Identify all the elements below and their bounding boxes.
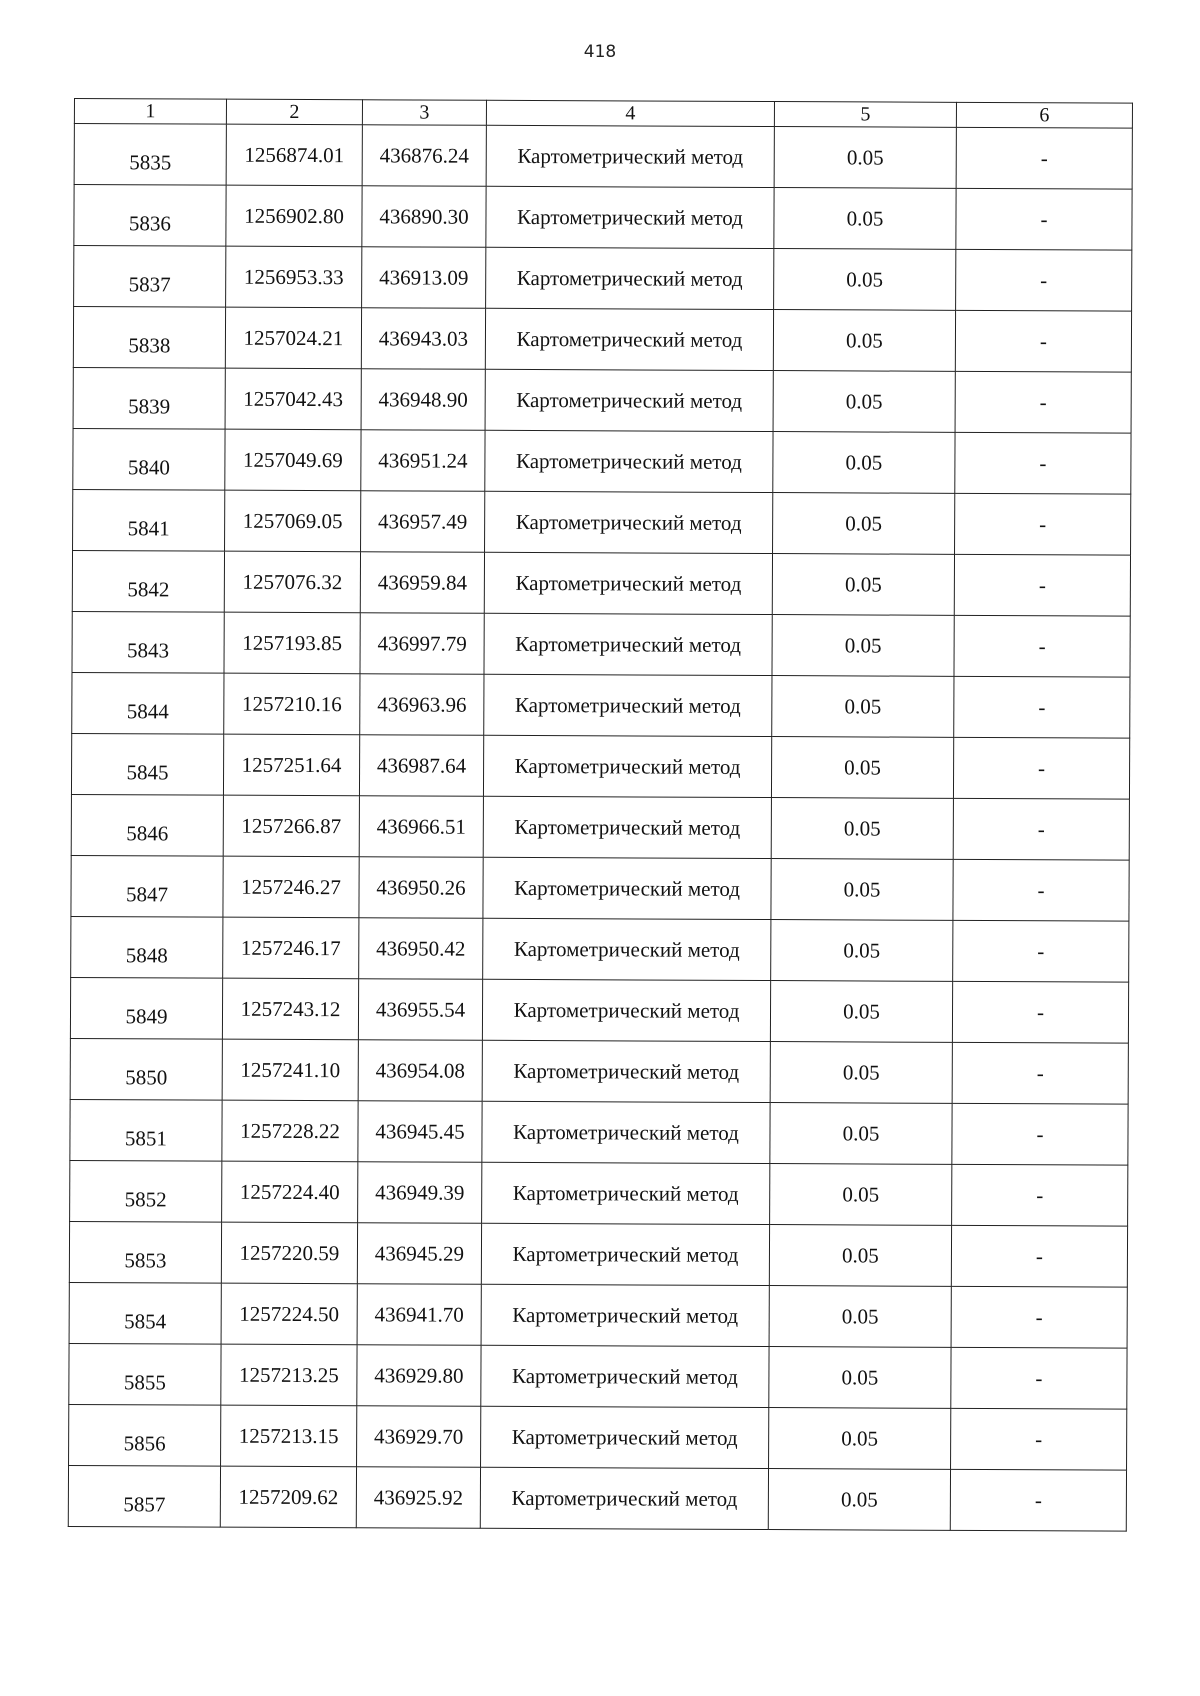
x-coordinate-cell: 1257246.17	[223, 917, 359, 979]
x-coordinate-cell: 1256874.01	[226, 124, 362, 186]
table-row	[71, 855, 1129, 921]
method-cell: Картометрический метод	[482, 1101, 770, 1163]
y-coordinate-cell: 436966.51	[359, 796, 483, 858]
table-row	[73, 428, 1131, 494]
table-row	[70, 1099, 1128, 1165]
note-cell: -	[954, 615, 1130, 677]
table-row	[72, 611, 1130, 677]
note-cell: -	[953, 920, 1129, 982]
accuracy-cell: 0.05	[772, 676, 954, 738]
y-coordinate-cell: 436929.70	[357, 1406, 481, 1468]
table-row	[74, 185, 1132, 251]
table-row	[71, 794, 1129, 860]
accuracy-cell: 0.05	[774, 249, 956, 311]
note-cell: -	[952, 1042, 1128, 1104]
table-row	[69, 1282, 1127, 1348]
method-cell: Картометрический метод	[485, 308, 773, 370]
x-coordinate-cell: 1257209.62	[220, 1466, 356, 1528]
note-cell: -	[951, 1286, 1127, 1348]
method-cell: Картометрический метод	[484, 552, 772, 614]
x-coordinate-cell: 1257243.12	[222, 978, 358, 1040]
table-row	[72, 550, 1130, 616]
accuracy-cell: 0.05	[771, 920, 953, 982]
x-coordinate-cell: 1257213.25	[221, 1344, 357, 1406]
point-number-cell: 5855	[69, 1343, 221, 1405]
method-cell: Картометрический метод	[484, 674, 772, 736]
table-row	[69, 1404, 1127, 1470]
header-cell: 4	[486, 100, 774, 126]
table-row	[71, 733, 1129, 799]
table-row	[69, 1221, 1127, 1287]
point-number-cell: 5836	[74, 185, 226, 247]
note-cell: -	[952, 1103, 1128, 1165]
accuracy-cell: 0.05	[769, 1347, 951, 1409]
table-row	[74, 124, 1132, 190]
x-coordinate-cell: 1257193.85	[224, 612, 360, 674]
accuracy-cell: 0.05	[771, 737, 953, 799]
point-number-cell: 5847	[71, 855, 223, 917]
table-row	[72, 672, 1130, 738]
note-cell: -	[956, 127, 1132, 189]
point-number-cell: 5857	[68, 1465, 220, 1527]
y-coordinate-cell: 436951.24	[361, 430, 485, 492]
method-cell: Картометрический метод	[481, 1223, 769, 1285]
point-number-cell: 5849	[70, 977, 222, 1039]
point-number-cell: 5852	[70, 1160, 222, 1222]
header-cell: 5	[774, 102, 956, 128]
y-coordinate-cell: 436950.26	[359, 857, 483, 919]
y-coordinate-cell: 436941.70	[357, 1284, 481, 1346]
accuracy-cell: 0.05	[771, 798, 953, 860]
point-number-cell: 5854	[69, 1282, 221, 1344]
method-cell: Картометрический метод	[484, 613, 772, 675]
note-cell: -	[952, 1164, 1128, 1226]
method-cell: Картометрический метод	[486, 125, 774, 187]
note-cell: -	[953, 737, 1129, 799]
method-cell: Картометрический метод	[481, 1284, 769, 1346]
method-cell: Картометрический метод	[483, 735, 771, 797]
note-cell: -	[956, 188, 1132, 250]
table-row	[74, 246, 1132, 312]
note-cell: -	[953, 798, 1129, 860]
point-number-cell: 5856	[69, 1404, 221, 1466]
method-cell: Картометрический метод	[483, 918, 771, 980]
accuracy-cell: 0.05	[769, 1408, 951, 1470]
note-cell: -	[952, 981, 1128, 1043]
y-coordinate-cell: 436948.90	[361, 369, 485, 431]
accuracy-cell: 0.05	[768, 1469, 950, 1531]
x-coordinate-cell: 1257049.69	[225, 429, 361, 491]
x-coordinate-cell: 1257224.40	[222, 1161, 358, 1223]
y-coordinate-cell: 436959.84	[360, 552, 484, 614]
method-cell: Картометрический метод	[485, 491, 773, 553]
x-coordinate-cell: 1257213.15	[221, 1405, 357, 1467]
y-coordinate-cell: 436950.42	[359, 918, 483, 980]
accuracy-cell: 0.05	[769, 1286, 951, 1348]
method-cell: Картометрический метод	[482, 1040, 770, 1102]
note-cell: -	[955, 432, 1131, 494]
y-coordinate-cell: 436954.08	[358, 1040, 482, 1102]
accuracy-cell: 0.05	[773, 432, 955, 494]
accuracy-cell: 0.05	[769, 1225, 951, 1287]
y-coordinate-cell: 436913.09	[362, 247, 486, 309]
point-number-cell: 5841	[73, 489, 225, 551]
note-cell: -	[951, 1408, 1127, 1470]
accuracy-cell: 0.05	[773, 371, 955, 433]
point-number-cell: 5846	[71, 794, 223, 856]
accuracy-cell: 0.05	[774, 127, 956, 189]
accuracy-cell: 0.05	[770, 1042, 952, 1104]
point-number-cell: 5837	[74, 246, 226, 308]
y-coordinate-cell: 436955.54	[358, 979, 482, 1041]
table-row	[70, 977, 1128, 1043]
y-coordinate-cell: 436945.45	[358, 1101, 482, 1163]
x-coordinate-cell: 1257024.21	[225, 307, 361, 369]
accuracy-cell: 0.05	[772, 554, 954, 616]
y-coordinate-cell: 436957.49	[361, 491, 485, 553]
header-cell: 6	[956, 102, 1132, 128]
point-number-cell: 5839	[73, 367, 225, 429]
y-coordinate-cell: 436890.30	[362, 186, 486, 248]
y-coordinate-cell: 436987.64	[359, 735, 483, 797]
x-coordinate-cell: 1257042.43	[225, 368, 361, 430]
x-coordinate-cell: 1256953.33	[226, 246, 362, 308]
x-coordinate-cell: 1257228.22	[222, 1100, 358, 1162]
x-coordinate-cell: 1257241.10	[222, 1039, 358, 1101]
note-cell: -	[954, 554, 1130, 616]
coordinates-table	[68, 98, 1133, 1532]
x-coordinate-cell: 1257069.05	[225, 490, 361, 552]
accuracy-cell: 0.05	[774, 188, 956, 250]
note-cell: -	[954, 676, 1130, 738]
x-coordinate-cell: 1256902.80	[226, 185, 362, 247]
table-row	[70, 1038, 1128, 1104]
accuracy-cell: 0.05	[770, 1103, 952, 1165]
y-coordinate-cell: 436945.29	[357, 1223, 481, 1285]
table-row	[68, 1465, 1126, 1531]
accuracy-cell: 0.05	[773, 310, 955, 372]
method-cell: Картометрический метод	[480, 1467, 768, 1529]
note-cell: -	[955, 493, 1131, 555]
table-row	[70, 1160, 1128, 1226]
y-coordinate-cell: 436925.92	[356, 1467, 480, 1529]
x-coordinate-cell: 1257076.32	[224, 551, 360, 613]
x-coordinate-cell: 1257220.59	[221, 1222, 357, 1284]
point-number-cell: 5853	[69, 1221, 221, 1283]
table-row	[71, 916, 1129, 982]
y-coordinate-cell: 436943.03	[361, 308, 485, 370]
method-cell: Картометрический метод	[483, 796, 771, 858]
point-number-cell: 5838	[73, 307, 225, 369]
header-cell: 1	[74, 99, 226, 125]
y-coordinate-cell: 436929.80	[357, 1345, 481, 1407]
note-cell: -	[955, 371, 1131, 433]
x-coordinate-cell: 1257210.16	[224, 673, 360, 735]
table-body	[68, 99, 1132, 1532]
point-number-cell: 5848	[71, 916, 223, 978]
method-cell: Картометрический метод	[481, 1345, 769, 1407]
y-coordinate-cell: 436949.39	[358, 1162, 482, 1224]
point-number-cell: 5842	[72, 550, 224, 612]
method-cell: Картометрический метод	[483, 857, 771, 919]
y-coordinate-cell: 436997.79	[360, 613, 484, 675]
x-coordinate-cell: 1257251.64	[223, 734, 359, 796]
note-cell: -	[951, 1347, 1127, 1409]
page-number: 418	[583, 42, 617, 62]
point-number-cell: 5850	[70, 1038, 222, 1100]
note-cell: -	[953, 859, 1129, 921]
note-cell: -	[955, 310, 1131, 372]
method-cell: Картометрический метод	[486, 186, 774, 248]
x-coordinate-cell: 1257246.27	[223, 856, 359, 918]
accuracy-cell: 0.05	[770, 1164, 952, 1226]
x-coordinate-cell: 1257224.50	[221, 1283, 357, 1345]
point-number-cell: 5840	[73, 428, 225, 490]
point-number-cell: 5844	[72, 672, 224, 734]
method-cell: Картометрический метод	[482, 979, 770, 1041]
method-cell: Картометрический метод	[485, 369, 773, 431]
note-cell: -	[951, 1225, 1127, 1287]
method-cell: Картометрический метод	[482, 1162, 770, 1224]
header-cell: 3	[362, 100, 486, 126]
point-number-cell: 5843	[72, 611, 224, 673]
x-coordinate-cell: 1257266.87	[223, 795, 359, 857]
note-cell: -	[956, 249, 1132, 311]
table-row	[69, 1343, 1127, 1409]
method-cell: Картометрический метод	[486, 247, 774, 309]
point-number-cell: 5845	[71, 733, 223, 795]
accuracy-cell: 0.05	[773, 493, 955, 555]
accuracy-cell: 0.05	[770, 981, 952, 1043]
method-cell: Картометрический метод	[481, 1406, 769, 1468]
point-number-cell: 5851	[70, 1099, 222, 1161]
y-coordinate-cell: 436876.24	[362, 125, 486, 187]
method-cell: Картометрический метод	[485, 430, 773, 492]
point-number-cell: 5835	[74, 124, 226, 186]
header-cell: 2	[226, 99, 362, 125]
note-cell: -	[950, 1469, 1126, 1531]
table-row	[73, 489, 1131, 555]
table-row	[73, 307, 1131, 373]
table-row	[73, 367, 1131, 433]
accuracy-cell: 0.05	[771, 859, 953, 921]
accuracy-cell: 0.05	[772, 615, 954, 677]
y-coordinate-cell: 436963.96	[360, 674, 484, 736]
